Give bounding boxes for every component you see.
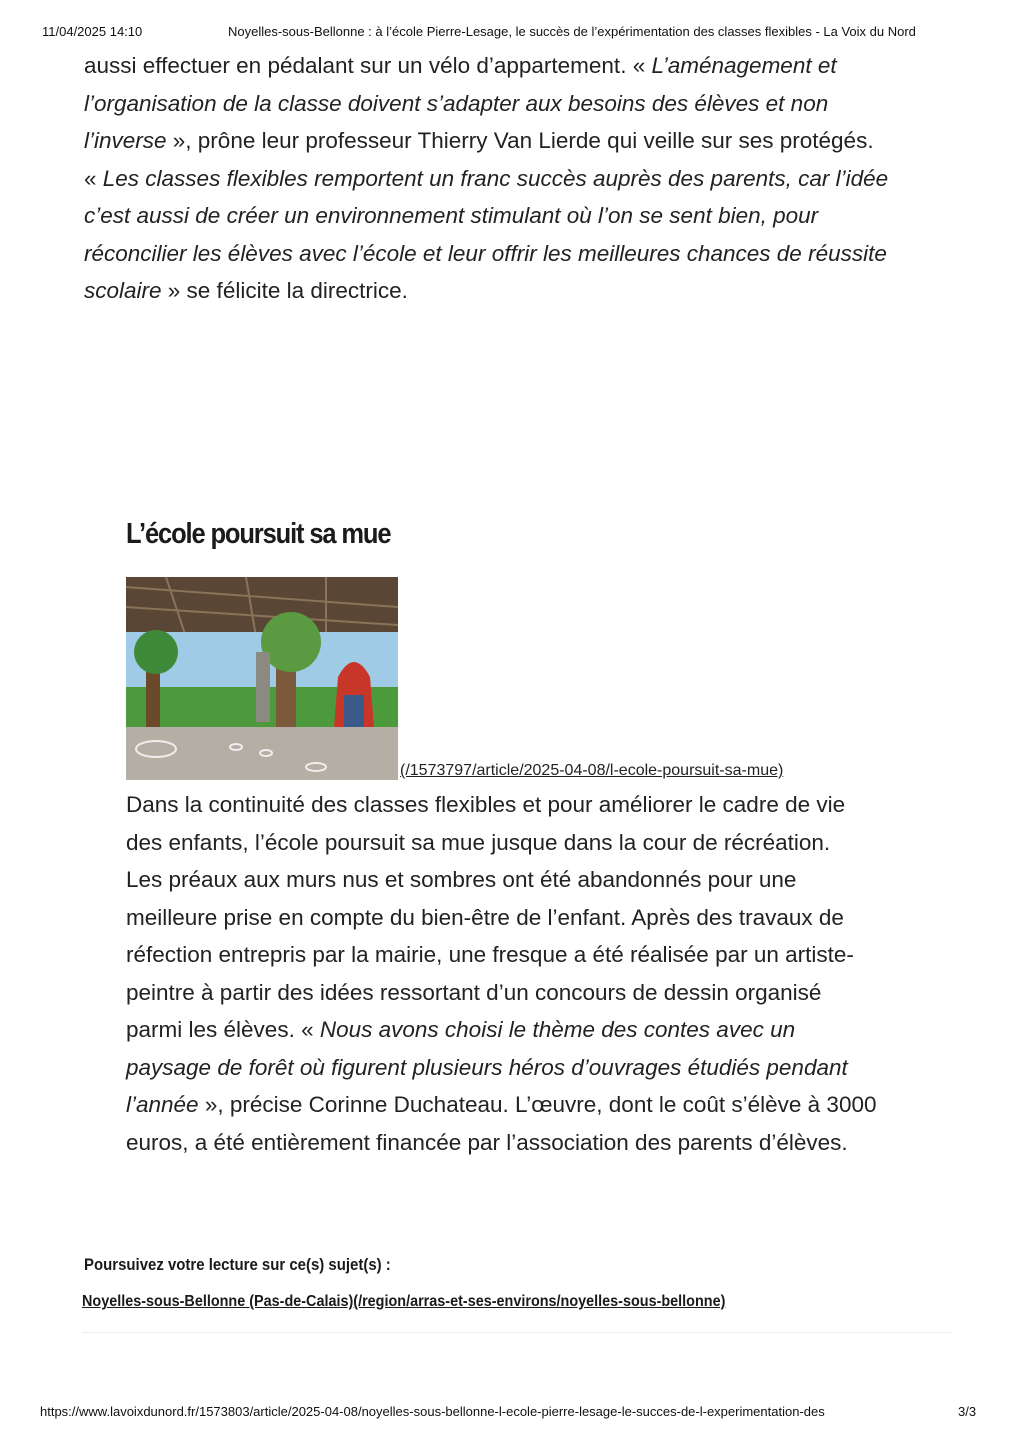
body-text: Dans la continuité des classes flexibles et pour améliorer le cadre de vie [126, 792, 846, 817]
body-text: peintre à partir des idées ressortant d’un concours de dessin organisé [126, 979, 822, 1005]
text-line [126, 1049, 876, 1087]
body-text: « [84, 165, 103, 191]
text-line [126, 824, 876, 862]
quote-text: l’année [126, 1092, 199, 1117]
quote-text: paysage de forêt où figurent plusieurs héros d’ouvrages étudiés pendant [126, 1054, 848, 1080]
print-url: https://www.lavoixdunord.fr/1573803/article/2025-04-08/noyelles-sous-bellonne-l-ecole-pierre-lesage-le-succes-de-l-experimentation-des [40, 1404, 825, 1419]
body-text: meilleure prise en compte du bien-être de l’enfant. Après des travaux de [126, 904, 844, 930]
print-title: Noyelles-sous-Bellonne : à l’école Pierre-Lesage, le succès de l’expérimentation des classes flexibles - La Voix du Nord [228, 24, 916, 39]
body-text: aussi effectuer en pédalant sur un vélo d’appartement. « [84, 53, 652, 78]
text-line [84, 235, 888, 273]
body-text: » se félicite la directrice. [161, 278, 408, 303]
text-line [84, 85, 888, 123]
body-text: réfection entrepris par la mairie, une fresque a été réalisée par un artiste- [126, 942, 854, 967]
text-line [126, 1124, 876, 1162]
image-link[interactable]: (/1573797/article/2025-04-08/l-ecole-poursuit-sa-mue) [400, 762, 784, 779]
fresco-photo[interactable] [126, 577, 398, 780]
page-number: 3/3 [958, 1404, 977, 1419]
text-line [126, 1011, 876, 1049]
text-line [84, 272, 888, 310]
text-line [84, 47, 888, 85]
text-line [84, 197, 888, 235]
text-line [84, 160, 888, 198]
topic-tag-link[interactable]: Noyelles-sous-Bellonne (Pas-de-Calais)(/region/arras-et-ses-environs/noyelles-sous-bellonne) [82, 1293, 726, 1310]
quote-text: l’inverse [84, 128, 167, 153]
body-text: », précise Corinne Duchateau. L’œuvre, dont le coût s’élève à 3000 [198, 1092, 877, 1117]
body-text: Les préaux aux murs nus et sombres ont été abandonnés pour une [126, 867, 797, 892]
text-line [126, 861, 876, 899]
text-line [84, 122, 888, 160]
body-text: des enfants, l’école poursuit sa mue jusque dans la cour de récréation. [126, 829, 831, 855]
quote-text: c’est aussi de créer un environnement stimulant où l’on se sent bien, pour [84, 203, 819, 228]
text-line [126, 974, 876, 1012]
body-text: euros, a été entièrement financée par l’association des parents d’élèves. [126, 1129, 848, 1155]
divider [82, 1332, 952, 1333]
text-line [126, 899, 876, 937]
quote-text: scolaire [84, 278, 162, 303]
section-heading: L’école poursuit sa mue [126, 518, 391, 550]
article-paragraph [126, 786, 876, 1161]
quote-text: réconcilier les élèves avec l’école et leur offrir les meilleures chances de réussite [84, 240, 887, 266]
body-text: », prône leur professeur Thierry Van Lierde qui veille sur ses protégés. [166, 128, 874, 153]
quote-text: Nous avons choisi le thème des contes avec un [319, 1017, 796, 1042]
text-line [126, 1086, 876, 1124]
fresco-image [126, 577, 398, 780]
quote-text: Les classes flexibles remportent un franc succès auprès des parents, car l’idée [102, 165, 889, 191]
text-line [126, 786, 876, 824]
quote-text: l’organisation de la classe doivent s’adapter aux besoins des élèves et non [84, 90, 829, 116]
print-datetime: 11/04/2025 14:10 [42, 24, 143, 39]
text-line [126, 936, 876, 974]
quote-text: L’aménagement et [651, 53, 837, 78]
body-text: parmi les élèves. « [126, 1017, 320, 1042]
article-paragraph [84, 47, 888, 310]
further-reading-label: Poursuivez votre lecture sur ce(s) sujet(s) : [84, 1255, 391, 1274]
